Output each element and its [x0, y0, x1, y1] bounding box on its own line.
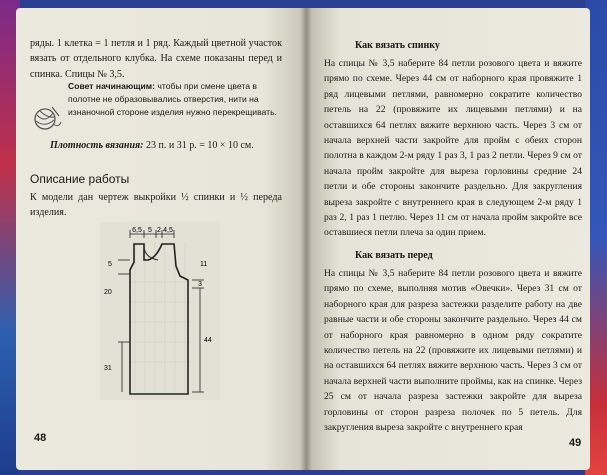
tip-block [68, 80, 282, 120]
back-paragraph: На спицы № 3,5 наберите 84 петли розового цвета и вяжите прямо по схеме. Через 44 см от наборного края провяжите 1 ряд лицевыми петлями, равномерно сократите количество петель на 22 (провяжите их лицевыми петлями) и на оставшихся 64 петлях вяжите верхнюю часть. Через 3 см от начала верхней части закройте для пройм с обеих сторон полотна в каждом 2-м ряду 1 раз 3, 1 раз 2 петли. Через 9 см от начала пройм закройте для выреза горловины средние 24 петли и обе стороны закончите раздельно. Для закругления выреза закройте с внутреннего края в следующем 2-м ряду 1 раз 2, 1 раз 1 петлю. Через 11 см от начала пройм закройте все оставшиеся петли плеча за один прием. [324, 58, 582, 239]
heading-front: Как вязать перед [355, 250, 433, 261]
tip-label: Совет начинающим: [68, 81, 155, 91]
description-paragraph: К модели дан чертеж выкройки ½ спинки и ½ переда изделия. [30, 192, 282, 219]
diagram-label-4-5: 4,5 [163, 227, 173, 234]
diagram-label-20: 20 [104, 289, 112, 296]
pattern-diagram [100, 222, 220, 400]
section-title: Описание работы [30, 172, 130, 186]
diagram-label-6-5: 6,5 [132, 227, 142, 234]
density-label: Плотность вязания: [50, 140, 144, 151]
diagram-label-31: 31 [104, 365, 112, 372]
intro-paragraph: ряды. 1 клетка = 1 петля и 1 ряд. Каждый цветной участок вязать от отдельного клубка. На схеме показаны перед и спинка. Спицы № 3,5. [30, 38, 282, 80]
yarn-ball-icon [32, 104, 62, 132]
heading-back: Как вязать спинку [355, 40, 440, 51]
diagram-label-5-top: 5 [148, 227, 152, 234]
front-paragraph: На спицы № 3,5 наберите 84 петли розового цвета и вяжите прямо по схеме, выполняя мотив «Овечки». Через 31 см от наборного края для разреза застежки разделите работу на две равные части и обе стороны закончите раздельно. Через 44 см от наборного края равномерно в одном ряду сократите количество петель на 22 (провяжите их лицевыми петлями) и на оставшихся 64 петлях вяжите верхнюю часть. Через 3 см от начала верхней части выполните проймы, как на спинке. Через 25 см от начала разреза застежки закройте для выреза горловины от сторон разреза полочек по 5 петель. Для закругления выреза закройте с внутреннего края [324, 268, 583, 434]
tip-text: чтобы при смене цвета в полотне не образовывались отверстия, нити на изнаночной стороне изделия нужно перекрещивать. [68, 81, 277, 118]
density-value: 23 п. и 31 р. = 10 × 10 см. [146, 140, 254, 151]
knitting-density [50, 140, 254, 151]
diagram-label-3: 3 [198, 281, 202, 288]
diagram-label-2: 2 [157, 227, 161, 234]
page-number-right: 49 [569, 437, 582, 449]
page-number-left: 48 [34, 432, 47, 444]
book-gutter [300, 8, 312, 470]
diagram-label-11: 11 [200, 261, 208, 268]
diagram-label-5-left: 5 [108, 261, 112, 268]
diagram-label-44: 44 [204, 337, 212, 344]
